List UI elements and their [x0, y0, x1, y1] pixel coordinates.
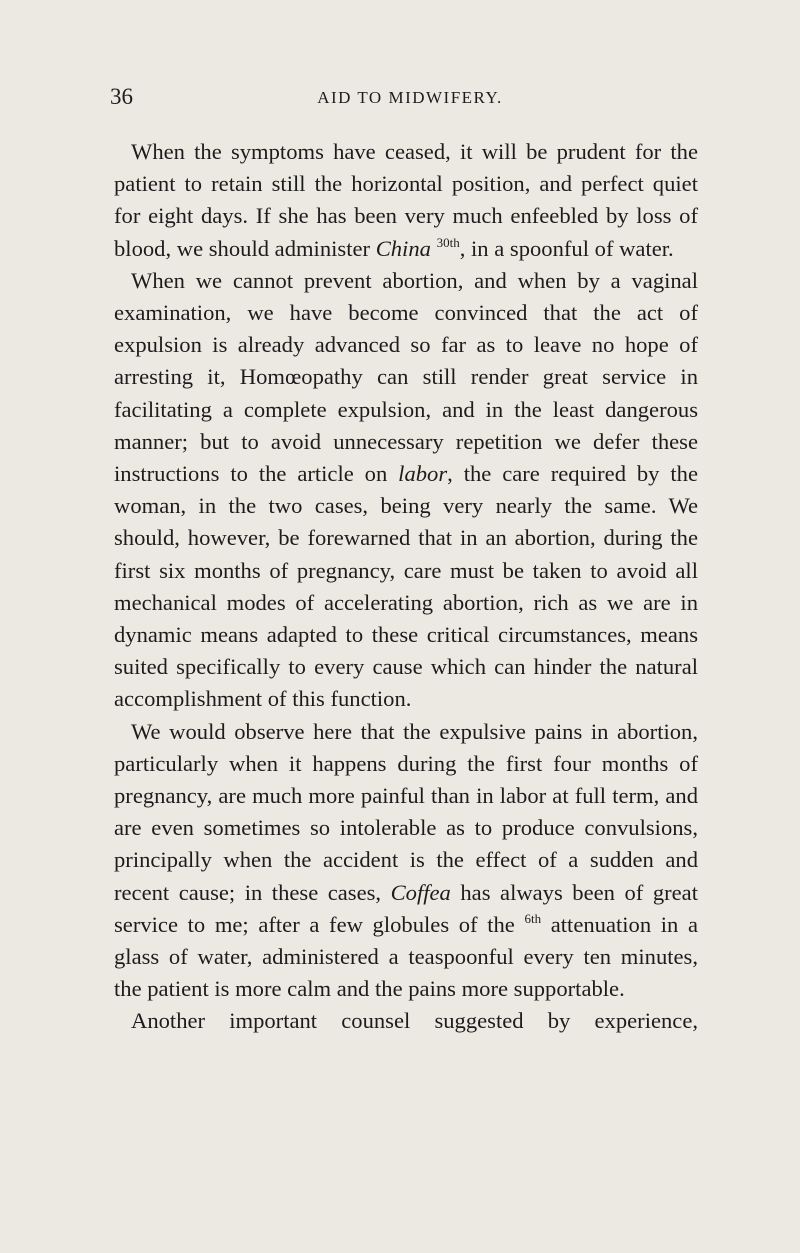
text-span: , in a spoonful of water. — [459, 235, 674, 261]
text-span: Another important counsel suggested by experience, — [131, 1008, 698, 1034]
running-title: AID TO MIDWIFERY. — [317, 88, 503, 107]
text-span: When the symptoms have ceased, it will be prudent for the patient to retain still the horizontal position, and perfect quiet for eight days. If she has been very much enfeebled by loss of blood, we should administer — [114, 139, 698, 261]
text-span: attenuation in a glass of water, administered a teaspoonful every ten minutes, the patient is more calm and the pains more supportable. — [114, 911, 698, 1002]
superscript: 30th — [436, 234, 460, 250]
text-span: , the care required by the woman, in the two cases, being very nearly the same. We should, however, be forewarned that in an abortion, during the first six months of pregnancy, care must be taken to avoid all mechanical modes of accelerating abortion, rich as we are in dynamic means adapted to these critical circumstances, means suited specifically to every cause which can hinder the natural accomplishment of this function. — [114, 461, 698, 712]
running-head — [110, 84, 710, 114]
page-number: 36 — [110, 84, 133, 109]
paragraph-3 — [114, 716, 698, 1006]
italic-term: China — [375, 235, 431, 261]
text-span: When we cannot prevent abortion, and when by a vaginal examination, we have become convinced that the act of expulsion is already advanced so far as to leave no hope of arresting it, Homœopathy can still render great service in facilitating a complete expulsion, and in the least dangerous manner; but to avoid unnecessary repetition we defer these instructions to the article on — [114, 267, 698, 487]
paragraph-2 — [114, 265, 698, 716]
paragraph-1 — [114, 136, 698, 265]
text-span: We would observe here that the expulsive pains in abortion, particularly when it happens during the first four months of pregnancy, are much more painful than in labor at full term, and are even sometimes so intolerable as to produce convulsions, principally when the accident is the effect of a sudden and recent cause; in these cases, — [114, 718, 698, 905]
body-text — [114, 136, 698, 1038]
italic-term: Coffea — [390, 879, 451, 905]
superscript: 6th — [524, 910, 542, 926]
italic-term: labor — [398, 461, 448, 487]
paragraph-4 — [114, 1005, 698, 1037]
text-span: has always been of great service to me; after a few globules of the — [114, 879, 698, 937]
